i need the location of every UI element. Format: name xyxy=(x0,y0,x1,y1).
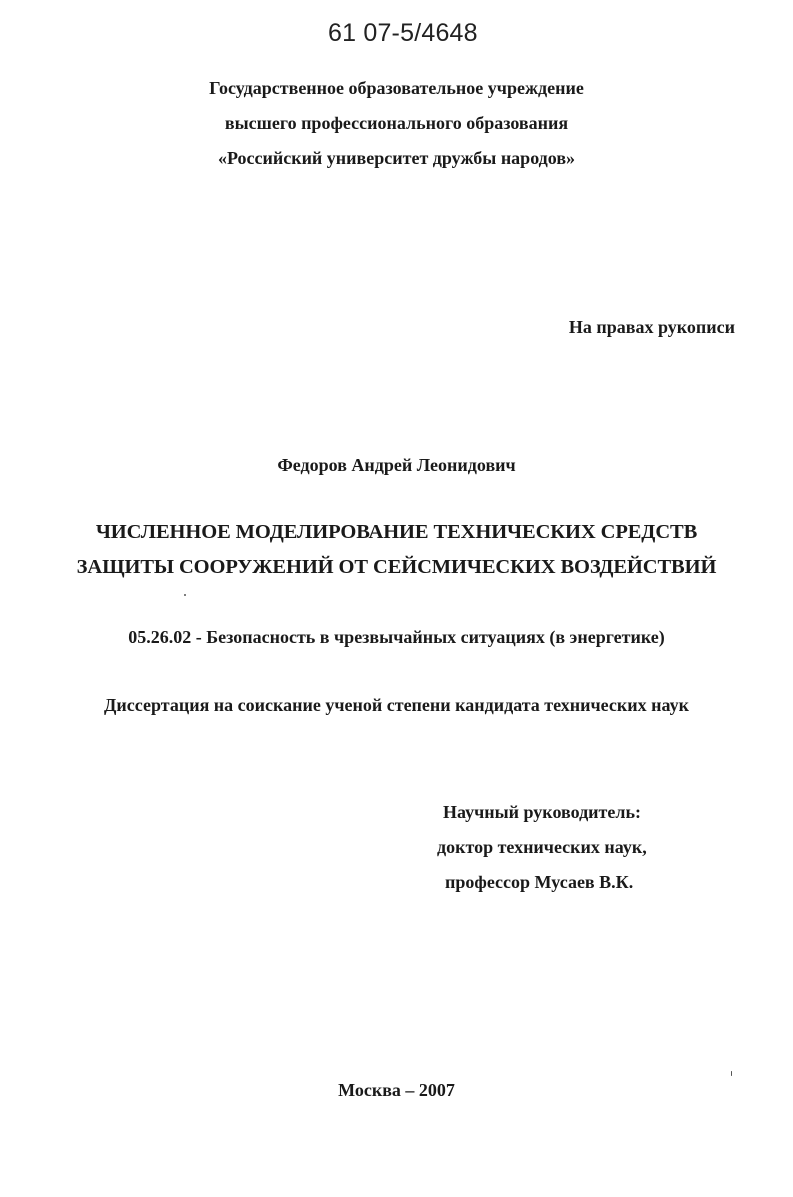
degree-statement: Диссертация на соискание ученой степени кандидата технических наук xyxy=(104,695,689,715)
scan-speck xyxy=(731,1071,732,1076)
specialty-code: 05.26.02 - Безопасность в чрезвычайных ситуациях (в энергетике) xyxy=(128,627,665,647)
scan-speck xyxy=(184,594,186,596)
supervisor-name: профессор Мусаев В.К. xyxy=(445,872,634,892)
author-name: Федоров Андрей Леонидович xyxy=(277,455,516,475)
dissertation-title-line-1: ЧИСЛЕННОЕ МОДЕЛИРОВАНИЕ ТЕХНИЧЕСКИХ СРЕДСТВ xyxy=(95,521,698,543)
archive-stamp-number: 61 07-5/4648 xyxy=(328,19,478,47)
supervisor-heading: Научный руководитель: xyxy=(443,802,641,822)
institution-line-1: Государственное образовательное учреждение xyxy=(209,78,584,98)
supervisor-degree: доктор технических наук, xyxy=(437,837,647,857)
institution-line-2: высшего профессионального образования xyxy=(224,113,569,133)
institution-line-3: «Российский университет дружбы народов» xyxy=(217,148,576,168)
manuscript-rights-note: На правах рукописи xyxy=(568,317,735,337)
dissertation-title-line-2: ЗАЩИТЫ СООРУЖЕНИЙ ОТ СЕЙСМИЧЕСКИХ ВОЗДЕЙСТВИЙ xyxy=(76,556,717,578)
city-year: Москва – 2007 xyxy=(338,1080,455,1100)
